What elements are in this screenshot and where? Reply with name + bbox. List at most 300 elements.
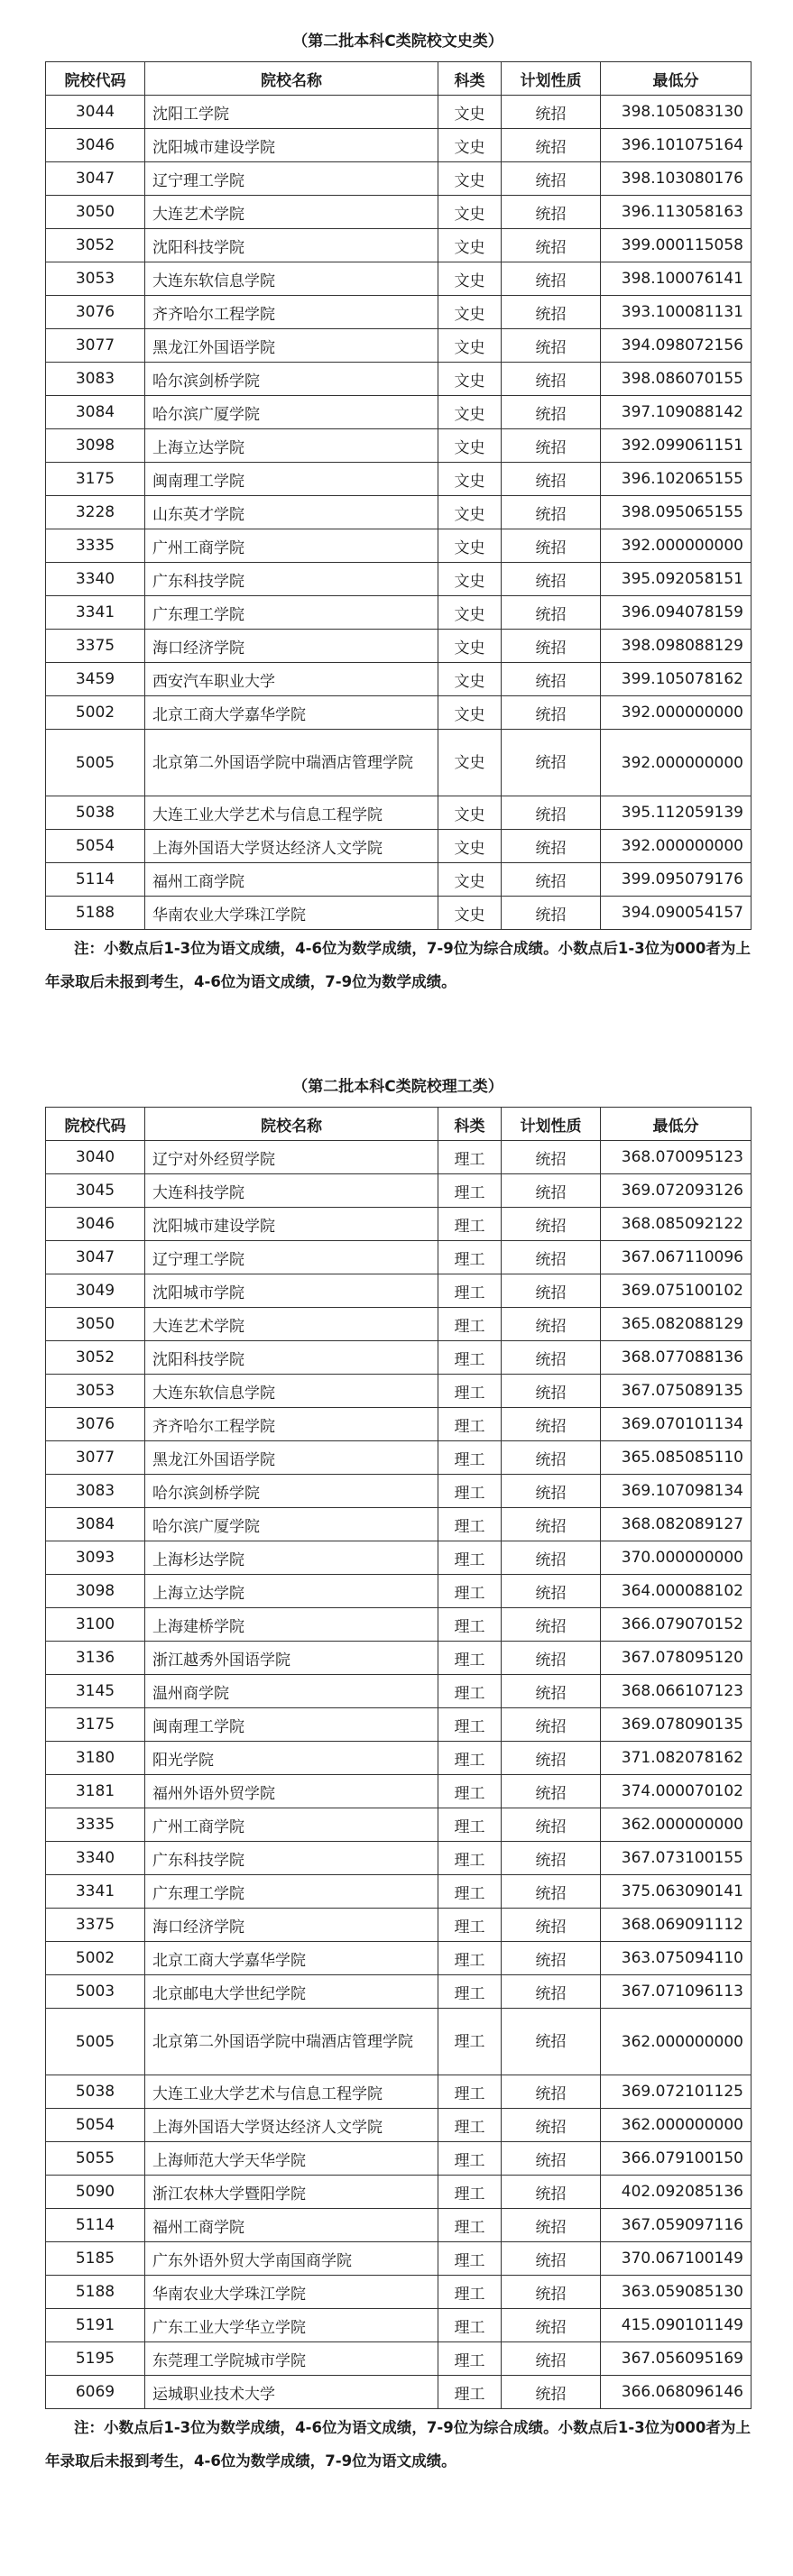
cell-kelei: 文史 (438, 296, 502, 329)
cell-jihua: 统招 (502, 796, 601, 830)
cell-jihua: 统招 (502, 363, 601, 396)
cell-school-name: 广东科技学院 (145, 563, 438, 596)
cell-code: 3375 (46, 1909, 145, 1942)
cell-code: 3049 (46, 1274, 145, 1308)
cell-kelei: 理工 (438, 1742, 502, 1775)
cell-school-name: 大连艺术学院 (145, 196, 438, 229)
cell-code: 5114 (46, 863, 145, 897)
cell-kelei: 文史 (438, 196, 502, 229)
cell-kelei: 文史 (438, 863, 502, 897)
cell-kelei: 理工 (438, 1942, 502, 1975)
header-kelei: 科类 (438, 62, 502, 96)
cell-kelei: 理工 (438, 1208, 502, 1241)
cell-code: 3076 (46, 1408, 145, 1441)
cell-kelei: 理工 (438, 1274, 502, 1308)
cell-code: 3046 (46, 129, 145, 162)
section-title: （第二批本科C类院校理工类） (292, 1078, 503, 1096)
header-name: 院校名称 (145, 1108, 438, 1141)
cell-school-name: 福州工商学院 (145, 863, 438, 897)
cell-code: 5005 (46, 2009, 145, 2075)
cell-code: 5055 (46, 2142, 145, 2176)
cell-jihua: 统招 (502, 329, 601, 363)
cell-school-name: 广东工业大学华立学院 (145, 2309, 438, 2342)
cell-kelei: 文史 (438, 229, 502, 262)
cell-code: 3050 (46, 196, 145, 229)
table-row (46, 329, 752, 363)
cell-code: 3045 (46, 1174, 145, 1208)
cell-kelei: 文史 (438, 262, 502, 296)
cell-jihua: 统招 (502, 2176, 601, 2209)
cell-min-score: 364.000088102 (601, 1575, 752, 1608)
cell-jihua: 统招 (502, 1308, 601, 1341)
table-row (46, 1675, 752, 1708)
cell-code: 3083 (46, 363, 145, 396)
cell-jihua: 统招 (502, 1909, 601, 1942)
cell-min-score: 368.082089127 (601, 1508, 752, 1541)
cell-kelei: 理工 (438, 1909, 502, 1942)
cell-school-name: 福州工商学院 (145, 2209, 438, 2242)
cell-school-name: 沈阳工学院 (145, 96, 438, 129)
cell-school-name: 西安汽车职业大学 (145, 663, 438, 696)
cell-min-score: 369.075100102 (601, 1274, 752, 1308)
cell-kelei: 理工 (438, 1575, 502, 1608)
cell-code: 3053 (46, 262, 145, 296)
cell-school-name: 山东英才学院 (145, 496, 438, 529)
cell-jihua: 统招 (502, 1508, 601, 1541)
cell-code: 3040 (46, 1141, 145, 1174)
cell-school-name: 阳光学院 (145, 1742, 438, 1775)
cell-min-score: 392.099061151 (601, 429, 752, 463)
cell-jihua: 统招 (502, 196, 601, 229)
cell-min-score: 399.000115058 (601, 229, 752, 262)
cell-school-name: 北京工商大学嘉华学院 (145, 1942, 438, 1975)
header-row (46, 1108, 752, 1141)
cell-code: 3083 (46, 1475, 145, 1508)
cell-school-name: 闽南理工学院 (145, 1708, 438, 1742)
cell-min-score: 397.109088142 (601, 396, 752, 429)
cell-jihua: 统招 (502, 2109, 601, 2142)
table-row (46, 1241, 752, 1274)
cell-school-name: 大连艺术学院 (145, 1308, 438, 1341)
cell-min-score: 415.090101149 (601, 2309, 752, 2342)
table-row (46, 730, 752, 796)
cell-code: 5005 (46, 730, 145, 796)
cell-code: 5003 (46, 1975, 145, 2009)
cell-min-score: 368.085092122 (601, 1208, 752, 1241)
cell-kelei: 理工 (438, 1375, 502, 1408)
cell-code: 3077 (46, 1441, 145, 1475)
cell-school-name: 辽宁理工学院 (145, 1241, 438, 1274)
cell-min-score: 396.102065155 (601, 463, 752, 496)
cell-code: 3052 (46, 1341, 145, 1375)
cell-jihua: 统招 (502, 630, 601, 663)
cell-jihua: 统招 (502, 1775, 601, 1808)
cell-min-score: 369.107098134 (601, 1475, 752, 1508)
cell-code: 5185 (46, 2242, 145, 2276)
cell-code: 3341 (46, 596, 145, 630)
cell-school-name: 黑龙江外国语学院 (145, 329, 438, 363)
cell-code: 3145 (46, 1675, 145, 1708)
wenshi-section (45, 22, 751, 998)
table-row (46, 1541, 752, 1575)
cell-kelei: 理工 (438, 1975, 502, 2009)
table-row (46, 796, 752, 830)
cell-code: 3335 (46, 529, 145, 563)
table-row (46, 1975, 752, 2009)
table-row (46, 2109, 752, 2142)
table-row (46, 1909, 752, 1942)
cell-school-name: 海口经济学院 (145, 1909, 438, 1942)
cell-code: 5038 (46, 2075, 145, 2109)
cell-kelei: 文史 (438, 897, 502, 930)
cell-min-score: 392.000000000 (601, 529, 752, 563)
table-row (46, 129, 752, 162)
cell-jihua: 统招 (502, 1675, 601, 1708)
header-code: 院校代码 (46, 1108, 145, 1141)
cell-kelei: 文史 (438, 630, 502, 663)
table-row (46, 2376, 752, 2409)
cell-min-score: 369.078090135 (601, 1708, 752, 1742)
cell-min-score: 398.103080176 (601, 162, 752, 196)
cell-school-name: 北京工商大学嘉华学院 (145, 696, 438, 730)
table-row (46, 2075, 752, 2109)
cell-school-name: 浙江越秀外国语学院 (145, 1642, 438, 1675)
footnote: 注：小数点后1-3位为数学成绩，4-6位为语文成绩，7-9位为综合成绩。小数点后1-3位为000者为上年录取后未报到考生，4-6位为数学成绩，7-9位为语文成绩。 (45, 2419, 751, 2470)
cell-min-score: 368.070095123 (601, 1141, 752, 1174)
cell-min-score: 367.075089135 (601, 1375, 752, 1408)
cell-school-name: 北京邮电大学世纪学院 (145, 1975, 438, 2009)
cell-code: 5038 (46, 796, 145, 830)
cell-school-name: 华南农业大学珠江学院 (145, 897, 438, 930)
cell-kelei: 文史 (438, 796, 502, 830)
cell-kelei: 理工 (438, 1775, 502, 1808)
cell-jihua: 统招 (502, 262, 601, 296)
table-row (46, 2242, 752, 2276)
cell-code: 3340 (46, 563, 145, 596)
cell-min-score: 399.095079176 (601, 863, 752, 897)
cell-school-name: 广东理工学院 (145, 1875, 438, 1909)
cell-jihua: 统招 (502, 2142, 601, 2176)
cell-kelei: 理工 (438, 2242, 502, 2276)
cell-jihua: 统招 (502, 2376, 601, 2409)
table-row (46, 196, 752, 229)
table-row (46, 1375, 752, 1408)
table-row (46, 496, 752, 529)
cell-min-score: 399.105078162 (601, 663, 752, 696)
cell-min-score: 394.098072156 (601, 329, 752, 363)
cell-jihua: 统招 (502, 2309, 601, 2342)
table-row (46, 1475, 752, 1508)
cell-min-score: 363.075094110 (601, 1942, 752, 1975)
cell-school-name: 上海杉达学院 (145, 1541, 438, 1575)
cell-code: 5188 (46, 2276, 145, 2309)
table-row (46, 1642, 752, 1675)
table-row (46, 1174, 752, 1208)
cell-kelei: 理工 (438, 1875, 502, 1909)
cell-min-score: 365.085085110 (601, 1441, 752, 1475)
cell-kelei: 理工 (438, 1408, 502, 1441)
cell-jihua: 统招 (502, 1375, 601, 1408)
cell-min-score: 368.077088136 (601, 1341, 752, 1375)
cell-min-score: 370.067100149 (601, 2242, 752, 2276)
cell-min-score: 367.071096113 (601, 1975, 752, 2009)
cell-school-name: 齐齐哈尔工程学院 (145, 296, 438, 329)
cell-min-score: 392.000000000 (601, 696, 752, 730)
cell-kelei: 理工 (438, 1642, 502, 1675)
cell-jihua: 统招 (502, 1975, 601, 2009)
cell-jihua: 统招 (502, 96, 601, 129)
cell-jihua: 统招 (502, 1441, 601, 1475)
cell-code: 3228 (46, 496, 145, 529)
cell-code: 5002 (46, 696, 145, 730)
table-row (46, 596, 752, 630)
cell-code: 3052 (46, 229, 145, 262)
cell-code: 3175 (46, 1708, 145, 1742)
cell-kelei: 理工 (438, 1508, 502, 1541)
table-row (46, 1808, 752, 1842)
cell-code: 3136 (46, 1642, 145, 1675)
cell-jihua: 统招 (502, 596, 601, 630)
cell-min-score: 394.090054157 (601, 897, 752, 930)
cell-code: 3175 (46, 463, 145, 496)
cell-kelei: 理工 (438, 1842, 502, 1875)
cell-kelei: 理工 (438, 1675, 502, 1708)
table-row (46, 2142, 752, 2176)
cell-code: 3340 (46, 1842, 145, 1875)
cell-jihua: 统招 (502, 1808, 601, 1842)
cell-jihua: 统招 (502, 563, 601, 596)
cell-kelei: 理工 (438, 2109, 502, 2142)
cell-jihua: 统招 (502, 1708, 601, 1742)
cell-school-name: 广东外语外贸大学南国商学院 (145, 2242, 438, 2276)
cell-school-name: 辽宁对外经贸学院 (145, 1141, 438, 1174)
cell-jihua: 统招 (502, 1842, 601, 1875)
cell-min-score: 367.056095169 (601, 2342, 752, 2376)
cell-code: 5090 (46, 2176, 145, 2209)
cell-kelei: 理工 (438, 1808, 502, 1842)
cell-kelei: 理工 (438, 2276, 502, 2309)
header-row (46, 62, 752, 96)
cell-jihua: 统招 (502, 1341, 601, 1375)
cell-kelei: 文史 (438, 129, 502, 162)
cell-min-score: 398.095065155 (601, 496, 752, 529)
cell-kelei: 文史 (438, 363, 502, 396)
cell-code: 3044 (46, 96, 145, 129)
cell-code: 3459 (46, 663, 145, 696)
cell-kelei: 理工 (438, 1341, 502, 1375)
cell-school-name: 东莞理工学院城市学院 (145, 2342, 438, 2376)
cell-jihua: 统招 (502, 1541, 601, 1575)
cell-jihua: 统招 (502, 2009, 601, 2075)
cell-jihua: 统招 (502, 2242, 601, 2276)
cell-kelei: 理工 (438, 2075, 502, 2109)
cell-jihua: 统招 (502, 1875, 601, 1909)
cell-jihua: 统招 (502, 1608, 601, 1642)
cell-min-score: 366.068096146 (601, 2376, 752, 2409)
cell-school-name: 大连东软信息学院 (145, 262, 438, 296)
cell-code: 3181 (46, 1775, 145, 1808)
table-row (46, 1308, 752, 1341)
cell-code: 3047 (46, 1241, 145, 1274)
cell-min-score: 365.082088129 (601, 1308, 752, 1341)
cell-code: 3084 (46, 396, 145, 429)
cell-kelei: 理工 (438, 2309, 502, 2342)
header-score: 最低分 (601, 1108, 752, 1141)
cell-min-score: 395.112059139 (601, 796, 752, 830)
cell-school-name: 广东理工学院 (145, 596, 438, 630)
table-row (46, 630, 752, 663)
table-row (46, 1942, 752, 1975)
cell-school-name: 运城职业技术大学 (145, 2376, 438, 2409)
cell-min-score: 396.113058163 (601, 196, 752, 229)
cell-kelei: 理工 (438, 1308, 502, 1341)
cell-jihua: 统招 (502, 162, 601, 196)
cell-kelei: 理工 (438, 2176, 502, 2209)
cell-min-score: 369.072101125 (601, 2075, 752, 2109)
cell-jihua: 统招 (502, 463, 601, 496)
section-title: （第二批本科C类院校文史类） (292, 32, 503, 51)
cell-school-name: 大连东软信息学院 (145, 1375, 438, 1408)
cell-jihua: 统招 (502, 496, 601, 529)
cell-kelei: 文史 (438, 730, 502, 796)
table-row (46, 2309, 752, 2342)
cell-kelei: 理工 (438, 1441, 502, 1475)
cell-min-score: 362.000000000 (601, 2109, 752, 2142)
cell-kelei: 理工 (438, 1708, 502, 1742)
table-row (46, 162, 752, 196)
header-jihua: 计划性质 (502, 62, 601, 96)
cell-code: 5114 (46, 2209, 145, 2242)
cell-min-score: 395.092058151 (601, 563, 752, 596)
cell-code: 3084 (46, 1508, 145, 1541)
table-row (46, 2176, 752, 2209)
cell-kelei: 文史 (438, 830, 502, 863)
cell-school-name: 哈尔滨剑桥学院 (145, 363, 438, 396)
cell-jihua: 统招 (502, 1575, 601, 1608)
cell-code: 3335 (46, 1808, 145, 1842)
table-row (46, 1742, 752, 1775)
table-row (46, 2009, 752, 2075)
table-row (46, 1575, 752, 1608)
cell-code: 3046 (46, 1208, 145, 1241)
table-body (46, 96, 752, 930)
cell-jihua: 统招 (502, 2209, 601, 2242)
table-row (46, 229, 752, 262)
cell-jihua: 统招 (502, 396, 601, 429)
table-row (46, 96, 752, 129)
cell-kelei: 理工 (438, 2376, 502, 2409)
cell-kelei: 文史 (438, 529, 502, 563)
cell-kelei: 理工 (438, 1475, 502, 1508)
table-row (46, 1608, 752, 1642)
cell-min-score: 370.000000000 (601, 1541, 752, 1575)
table-row (46, 563, 752, 596)
cell-code: 5054 (46, 830, 145, 863)
cell-kelei: 文史 (438, 496, 502, 529)
table-row (46, 1208, 752, 1241)
cell-jihua: 统招 (502, 663, 601, 696)
table-body (46, 1141, 752, 2409)
cell-jihua: 统招 (502, 1742, 601, 1775)
cell-jihua: 统招 (502, 296, 601, 329)
cell-school-name: 上海外国语大学贤达经济人文学院 (145, 2109, 438, 2142)
cell-min-score: 371.082078162 (601, 1742, 752, 1775)
cell-code: 3093 (46, 1541, 145, 1575)
cell-school-name: 大连工业大学艺术与信息工程学院 (145, 2075, 438, 2109)
cell-kelei: 文史 (438, 663, 502, 696)
cell-kelei: 理工 (438, 1541, 502, 1575)
table-row (46, 2276, 752, 2309)
cell-code: 3053 (46, 1375, 145, 1408)
cell-jihua: 统招 (502, 1942, 601, 1975)
cell-code: 5002 (46, 1942, 145, 1975)
cell-school-name: 沈阳城市建设学院 (145, 1208, 438, 1241)
table-row (46, 1408, 752, 1441)
cell-school-name: 沈阳城市建设学院 (145, 129, 438, 162)
cell-school-name: 广州工商学院 (145, 529, 438, 563)
cell-jihua: 统招 (502, 429, 601, 463)
cell-school-name: 哈尔滨广厦学院 (145, 1508, 438, 1541)
table-row (46, 296, 752, 329)
cell-kelei: 理工 (438, 1608, 502, 1642)
cell-school-name: 浙江农林大学暨阳学院 (145, 2176, 438, 2209)
cell-school-name: 哈尔滨广厦学院 (145, 396, 438, 429)
cell-school-name: 哈尔滨剑桥学院 (145, 1475, 438, 1508)
cell-kelei: 文史 (438, 596, 502, 630)
ligong-section (45, 1067, 751, 2478)
cell-code: 3180 (46, 1742, 145, 1775)
cell-min-score: 367.073100155 (601, 1842, 752, 1875)
cell-min-score: 374.000070102 (601, 1775, 752, 1808)
cell-code: 3098 (46, 429, 145, 463)
footnote: 注：小数点后1-3位为语文成绩，4-6位为数学成绩，7-9位为综合成绩。小数点后1-3位为000者为上年录取后未报到考生，4-6位为语文成绩，7-9位为数学成绩。 (45, 940, 751, 990)
cell-kelei: 理工 (438, 1241, 502, 1274)
cell-code: 3341 (46, 1875, 145, 1909)
cell-code: 3076 (46, 296, 145, 329)
table-row (46, 863, 752, 897)
table-row (46, 2209, 752, 2242)
cell-code: 6069 (46, 2376, 145, 2409)
table-row (46, 429, 752, 463)
cell-min-score: 392.000000000 (601, 730, 752, 796)
cell-jihua: 统招 (502, 229, 601, 262)
cell-jihua: 统招 (502, 1642, 601, 1675)
cell-jihua: 统招 (502, 1141, 601, 1174)
cell-school-name: 闽南理工学院 (145, 463, 438, 496)
cell-min-score: 398.098088129 (601, 630, 752, 663)
cell-kelei: 文史 (438, 696, 502, 730)
header-code: 院校代码 (46, 62, 145, 96)
cell-jihua: 统招 (502, 863, 601, 897)
cell-min-score: 396.101075164 (601, 129, 752, 162)
cell-min-score: 367.067110096 (601, 1241, 752, 1274)
table-row (46, 529, 752, 563)
cell-min-score: 375.063090141 (601, 1875, 752, 1909)
cell-jihua: 统招 (502, 2342, 601, 2376)
cell-min-score: 362.000000000 (601, 2009, 752, 2075)
cell-min-score: 362.000000000 (601, 1808, 752, 1842)
cell-jihua: 统招 (502, 129, 601, 162)
cell-code: 3098 (46, 1575, 145, 1608)
score-table (45, 1107, 752, 2409)
header-kelei: 科类 (438, 1108, 502, 1141)
table-row (46, 696, 752, 730)
cell-school-name: 北京第二外国语学院中瑞酒店管理学院 (145, 730, 438, 796)
cell-code: 3375 (46, 630, 145, 663)
cell-min-score: 366.079070152 (601, 1608, 752, 1642)
cell-jihua: 统招 (502, 696, 601, 730)
table-row (46, 1775, 752, 1808)
